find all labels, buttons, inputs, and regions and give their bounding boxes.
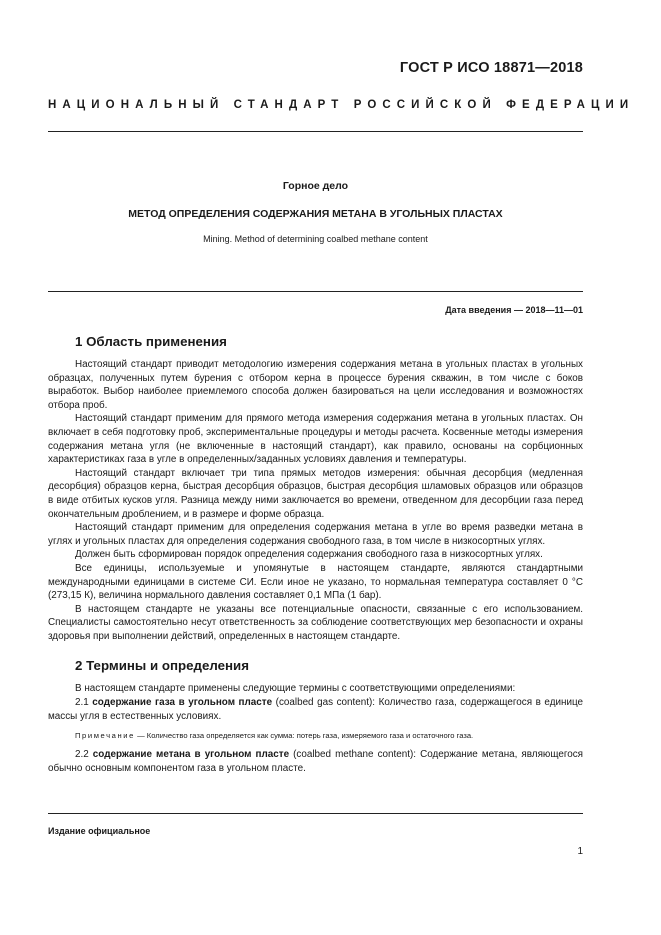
note-text: — Количество газа определяется как сумма: потерь газа, измеряемого газа и остаточного газа.: [137, 731, 474, 741]
document-body: [48, 333, 583, 775]
national-standard-heading: НАЦИОНАЛЬНЫЙ СТАНДАРТ РОССИЙСКОЙ ФЕДЕРАЦИИ: [48, 99, 635, 111]
section-1-paragraph: Настоящий стандарт приводит методологию измерения содержания метана в угольных пластах в угольных образцах, полученных путем бурения с отбором керна в процессе бурения скважин, в том числе с боков выработок. Выбор наиболее приемлемого способа должен базироваться на цели исследования и возможностях отбора проб.: [48, 359, 583, 411]
section-1-paragraph: Должен быть сформирован порядок определения содержания свободного газа в низкосортных углях.: [75, 549, 543, 561]
section-1-paragraph: Настоящий стандарт включает три типа прямых методов измерения: обычная десорбция (медленная десорбция) образцов керна, быстрая десорбция образцов, быстрая десорбция шламовых образцов или образцов в виде отбитых кусков угля. Разница между ними заключается во времени, отведенном для десорбции газа перед окончательным дроблением, и в размере и форме образца.: [48, 467, 583, 520]
document-title: МЕТОД ОПРЕДЕЛЕНИЯ СОДЕРЖАНИЯ МЕТАНА В УГОЛЬНЫХ ПЛАСТАХ: [128, 208, 503, 220]
term-english: (coalbed methane content):: [293, 749, 416, 761]
page-number: 1: [577, 846, 583, 857]
section-2-intro: В настоящем стандарте применены следующие термины с соответствующими определениями:: [75, 683, 516, 695]
term-name: содержание метана в угольном пласте: [92, 749, 290, 761]
top-divider: [48, 131, 583, 132]
term-definition: Количество газа, содержащегося в единице массы угля в естественных условиях.: [48, 697, 583, 722]
term-name: содержание газа в угольном пласте: [92, 697, 273, 709]
term-number: 2.2: [75, 749, 89, 761]
term-english: (coalbed gas content):: [275, 697, 376, 709]
section-1-paragraph: В настоящем стандарте не указаны все потенциальные опасности, связанные с его использованием. Специалисты самостоятельно несут ответственность за соблюдение соответствующих мер безопасности и охраны здоровья при выполнении действий, определенных в настоящем стандарте.: [48, 603, 583, 642]
section-1-heading: 1 Область применения: [75, 334, 227, 349]
term-number: 2.1: [75, 697, 89, 709]
note-label: Примечание: [75, 731, 135, 741]
edition-label: Издание официальное: [48, 826, 151, 836]
section-1-paragraph: Настоящий стандарт применим для прямого метода измерения содержания метана в угольных пластах. Он включает в себя подготовку проб, экспериментальные процедуры и методы расчета. Косвенные методы измерения содержания метана угля (не включенные в настоящий стандарт), как правило, основаны на сорбционных характеристиках газа в угле в определенных/заданных условиях давления и температуры.: [48, 413, 583, 466]
document-title-english: Mining. Method of determining coalbed methane content: [203, 234, 428, 244]
section-1-paragraph: Все единицы, используемые и упомянутые в настоящем стандарте, являются стандартными международными единицами в системе СИ. Если иное не указано, то нормальная температура составляет 0 °С (273,15 К), величина нормального давления составляет 0,1 МПа (1 бар).: [48, 562, 583, 602]
subject-heading: Горное дело: [282, 180, 349, 192]
standard-code: ГОСТ Р ИСО 18871—2018: [399, 60, 583, 76]
term-definition: Содержание метана, являющегося обычно основным компонентом газа в угольном пласте.: [48, 749, 583, 774]
introduction-date: Дата введения — 2018—11—01: [445, 305, 583, 315]
section-2-heading: 2 Термины и определения: [75, 658, 249, 674]
title-divider: [48, 291, 583, 292]
term-2-2: [48, 748, 583, 775]
note: [48, 730, 583, 741]
section-1-paragraph: Настоящий стандарт применим для определения содержания метана в угле во время разведки метана в углях и угольных пластах для определения содержания свободного газа, в том числе в низкосортных углях.: [48, 522, 583, 547]
term-2-1: [48, 696, 583, 723]
footer-divider: [48, 813, 583, 814]
